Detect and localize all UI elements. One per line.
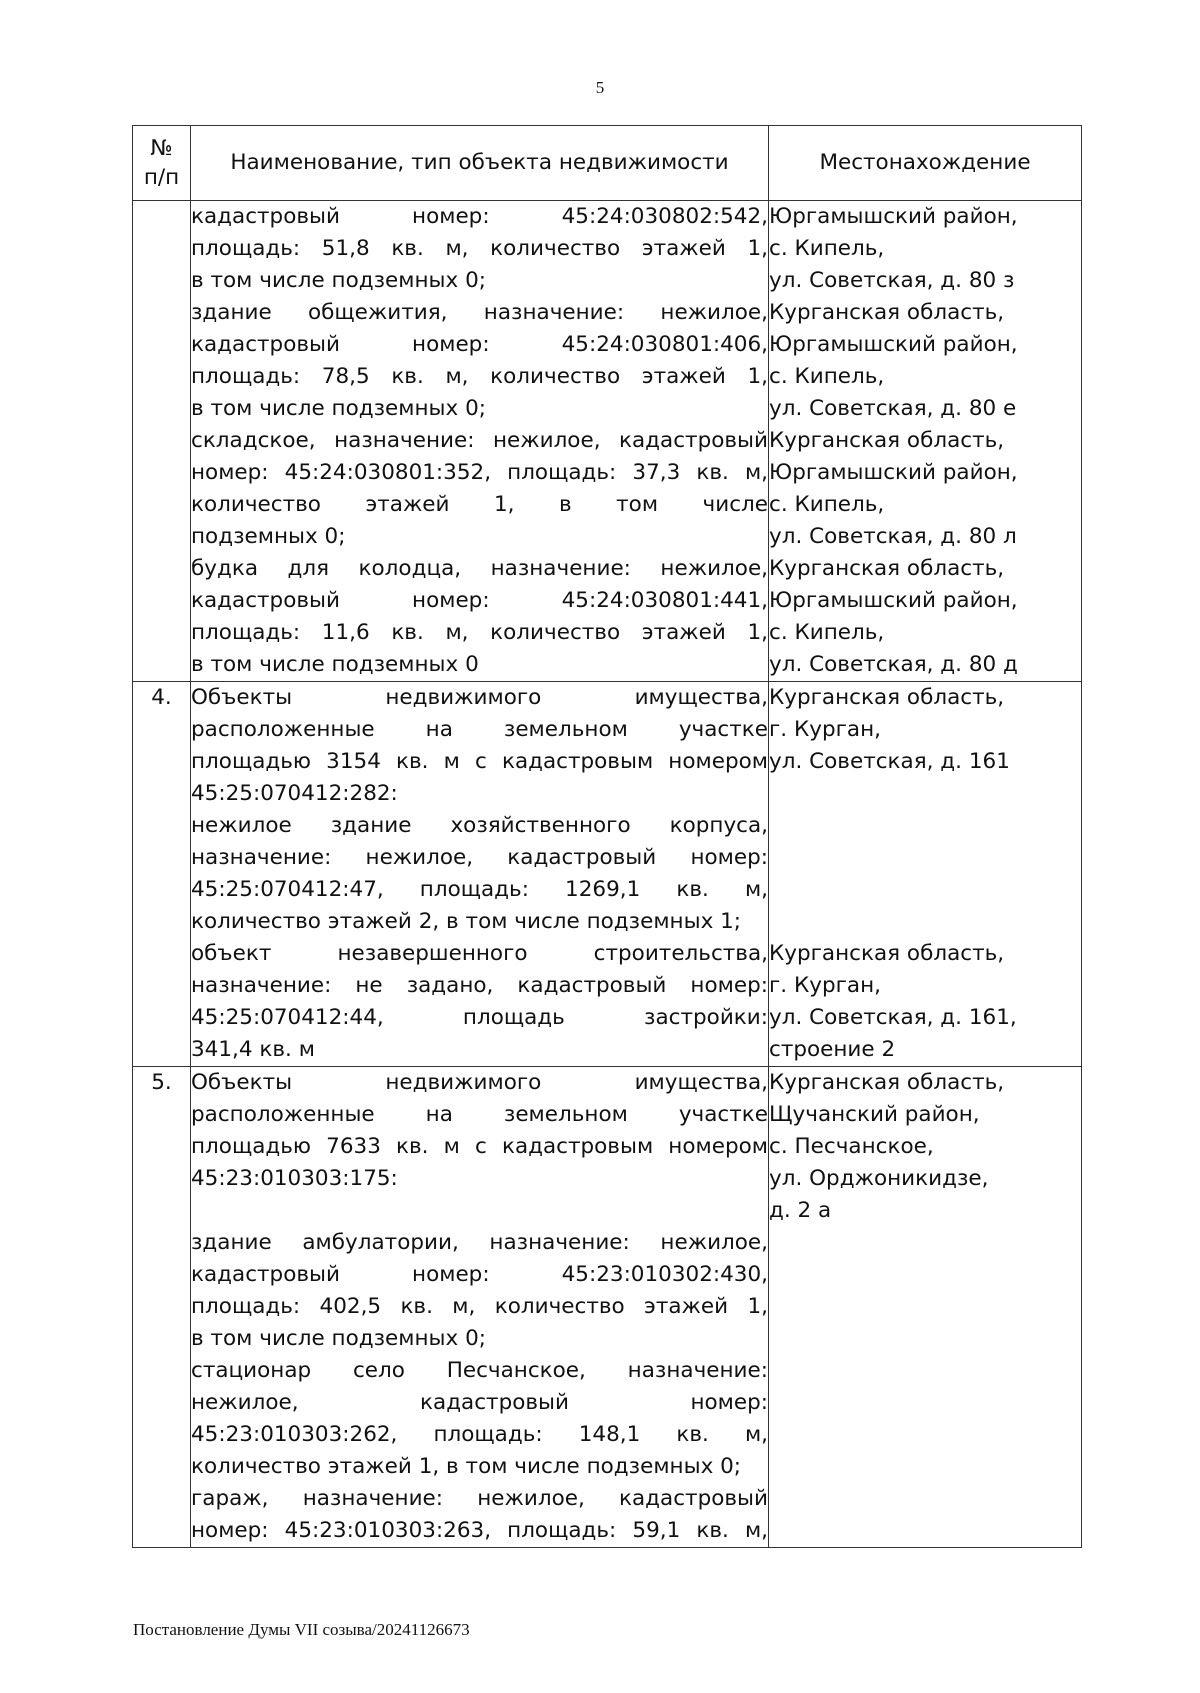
location-line: Курганская область, bbox=[769, 941, 1005, 966]
header-number bbox=[133, 126, 191, 201]
description-line: площадь: 402,5 кв. м, количество этажей 1, bbox=[191, 1294, 768, 1319]
table-header-row bbox=[133, 126, 1082, 201]
description-line: 45:25:070412:44, площадь застройки: bbox=[191, 1005, 768, 1030]
description-line: назначение: нежилое, кадастровый номер: bbox=[191, 845, 768, 870]
description-line: количество этажей 1, в том числе bbox=[191, 492, 768, 517]
location-line: г. Курган, bbox=[769, 973, 881, 998]
description-line: объект незавершенного строительства, bbox=[191, 941, 768, 966]
description-line: количество этажей 1, в том числе подземных 0; bbox=[191, 1454, 742, 1479]
description-line: 45:25:070412:47, площадь: 1269,1 кв. м, bbox=[191, 877, 768, 902]
location-line: ул. Советская, д. 80 д bbox=[769, 652, 1018, 677]
description-line: площадь: 51,8 кв. м, количество этажей 1, bbox=[191, 236, 768, 261]
table-row bbox=[133, 201, 1082, 682]
description-line: в том числе подземных 0; bbox=[191, 268, 487, 293]
location-line: ул. Советская, д. 80 л bbox=[769, 524, 1017, 549]
location-line: Курганская область, bbox=[769, 1070, 1005, 1095]
location-line: ул. Советская, д. 161 bbox=[769, 749, 1010, 774]
description-line: в том числе подземных 0 bbox=[191, 652, 479, 677]
description-line: номер: 45:23:010303:263, площадь: 59,1 кв. м, bbox=[191, 1518, 768, 1543]
property-table bbox=[132, 125, 1082, 1548]
location-line: Юргамышский район, bbox=[769, 588, 1018, 613]
location-line: с. Кипель, bbox=[769, 364, 885, 389]
description-line: будка для колодца, назначение: нежилое, bbox=[191, 556, 768, 581]
table-row bbox=[133, 682, 1082, 1067]
description-line: подземных 0; bbox=[191, 524, 346, 549]
location-line: Юргамышский район, bbox=[769, 460, 1018, 485]
table-row bbox=[133, 1067, 1082, 1548]
description-line: нежилое здание хозяйственного корпуса, bbox=[191, 813, 768, 838]
object-description bbox=[191, 682, 769, 1067]
location-line: строение 2 bbox=[769, 1037, 896, 1062]
description-line: площадью 3154 кв. м с кадастровым номером bbox=[191, 749, 768, 774]
row-number: 5. bbox=[133, 1067, 191, 1548]
object-location bbox=[769, 201, 1082, 682]
description-line: площадь: 11,6 кв. м, количество этажей 1, bbox=[191, 620, 768, 645]
location-line: с. Кипель, bbox=[769, 492, 885, 517]
location-line: Курганская область, bbox=[769, 685, 1005, 710]
object-location bbox=[769, 1067, 1082, 1548]
description-line: кадастровый номер: 45:24:030801:441, bbox=[191, 588, 768, 613]
description-line: количество этажей 2, в том числе подземных 1; bbox=[191, 909, 742, 934]
description-line: 45:23:010303:262, площадь: 148,1 кв. м, bbox=[191, 1422, 768, 1447]
description-line: гараж, назначение: нежилое, кадастровый bbox=[191, 1486, 768, 1511]
location-line: Курганская область, bbox=[769, 300, 1005, 325]
location-line: Юргамышский район, bbox=[769, 332, 1018, 357]
description-line: назначение: не задано, кадастровый номер: bbox=[191, 973, 768, 998]
description-line: кадастровый номер: 45:23:010302:430, bbox=[191, 1262, 768, 1287]
location-line: Курганская область, bbox=[769, 428, 1005, 453]
description-line: 341,4 кв. м bbox=[191, 1037, 315, 1062]
location-line: ул. Советская, д. 80 з bbox=[769, 268, 1015, 293]
location-line: ул. Советская, д. 80 е bbox=[769, 396, 1017, 421]
description-line bbox=[191, 1195, 768, 1227]
location-group-building bbox=[769, 938, 1081, 1066]
description-line: кадастровый номер: 45:24:030801:406, bbox=[191, 332, 768, 357]
description-line: Объекты недвижимого имущества, bbox=[191, 1070, 768, 1095]
description-line: складское, назначение: нежилое, кадастровый bbox=[191, 428, 768, 453]
description-line: 45:25:070412:282: bbox=[191, 781, 398, 806]
object-description bbox=[191, 1067, 769, 1548]
description-line: расположенные на земельном участке bbox=[191, 717, 768, 742]
description-line: 45:23:010303:175: bbox=[191, 1166, 398, 1191]
description-line: в том числе подземных 0; bbox=[191, 1326, 487, 1351]
object-location bbox=[769, 682, 1082, 1067]
location-line: с. Кипель, bbox=[769, 236, 885, 261]
description-line: нежилое, кадастровый номер: bbox=[191, 1390, 768, 1415]
header-location: Местонахождение bbox=[769, 126, 1082, 201]
location-line: ул. Советская, д. 161, bbox=[769, 1005, 1017, 1030]
description-line: в том числе подземных 0; bbox=[191, 396, 487, 421]
location-line: Щучанский район, bbox=[769, 1102, 980, 1127]
description-line: площадь: 78,5 кв. м, количество этажей 1, bbox=[191, 364, 768, 389]
header-name: Наименование, тип объекта недвижимости bbox=[191, 126, 769, 201]
object-description bbox=[191, 201, 769, 682]
location-line: ул. Орджоникидзе, bbox=[769, 1166, 989, 1191]
location-line: с. Кипель, bbox=[769, 620, 885, 645]
location-spacer bbox=[769, 778, 1081, 938]
header-number-pp: п/п bbox=[143, 165, 180, 190]
header-number-symbol: № bbox=[150, 136, 173, 161]
description-line: номер: 45:24:030801:352, площадь: 37,3 кв. м, bbox=[191, 460, 768, 485]
row-number bbox=[133, 201, 191, 682]
description-line: здание общежития, назначение: нежилое, bbox=[191, 300, 768, 325]
description-line: расположенные на земельном участке bbox=[191, 1102, 768, 1127]
location-line: Курганская область, bbox=[769, 556, 1005, 581]
document-footer: Постановление Думы VII созыва/20241126673 bbox=[133, 1620, 470, 1639]
page-number: 5 bbox=[595, 78, 605, 97]
location-group-main bbox=[769, 682, 1081, 778]
description-line: здание амбулатории, назначение: нежилое, bbox=[191, 1230, 768, 1255]
description-line: площадью 7633 кв. м с кадастровым номером bbox=[191, 1134, 768, 1159]
location-line: Юргамышский район, bbox=[769, 204, 1018, 229]
description-line: Объекты недвижимого имущества, bbox=[191, 685, 768, 710]
row-number: 4. bbox=[133, 682, 191, 1067]
description-line: кадастровый номер: 45:24:030802:542, bbox=[191, 204, 768, 229]
description-line: стационар село Песчанское, назначение: bbox=[191, 1358, 768, 1383]
location-line: г. Курган, bbox=[769, 717, 881, 742]
location-line: д. 2 а bbox=[769, 1198, 832, 1223]
location-line: с. Песчанское, bbox=[769, 1134, 934, 1159]
